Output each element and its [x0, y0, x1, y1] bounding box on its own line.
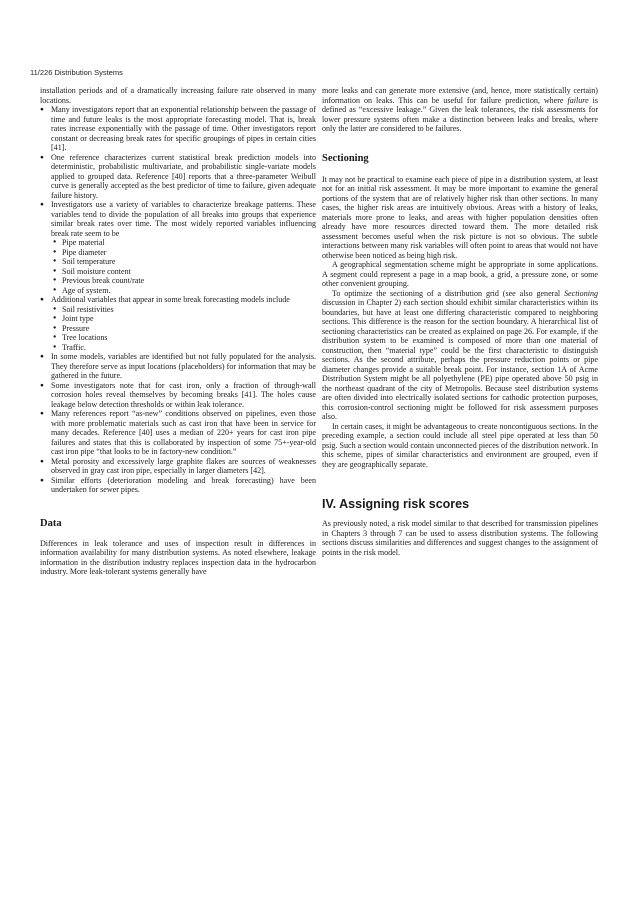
list-item: ● Soil temperature: [51, 257, 316, 267]
list-item: ● Age of system.: [51, 286, 316, 296]
list-item: ● One reference characterizes current statistical break prediction models into deterministic, probabilistic multivariate, and probabilistic single-variate models applied to grouped data. Reference [40] reports that a three-parameter Weibull curve is generally accepted as the best predictor of time to failure, given adequate failure history.: [40, 153, 316, 201]
running-header: 11/226 Distribution Systems: [30, 68, 123, 77]
list-item-text: Additional variables that appear in some break forecasting models include: [51, 295, 290, 304]
text-run: discussion in Chapter 2) each section should exhibit similar characteristics within its boundaries, but have at least one differing characteristic compared to neighboring sections. This difference is the reason for the section boundary. A hierarchical list of sectioning characteristics can be created as explained on page 26. For example, if the distribution system to be examined is composed of more than one material of construction, then “material type” could be the first characteristic to distinguish sections. As the second attribute, perhaps the pressure reduction points or pipe diameter changes provide a suitable break point. For instance, section 1A of Acme Distribution System might be all polyethylene (PE) pipe operated above 50 psig in the northeast quadrant of the city of Metropolis. Because steel distribution systems are often divided into electrically isolated sections for cathodic protection purposes, this corrosion-control sectioning might be followed for risk assessment purposes also.: [322, 298, 598, 421]
list-item-text: Investigators use a variety of variables to characterize breakage patterns. These variables tend to divide the population of all breaks into groups that experience similar break rates over time. The most widely reported variables influencing break rate seem to be: [51, 200, 316, 238]
list-item: ● Many investigators report that an exponential relationship between the passage of time and future leaks is the most appropriate forecasting model. That is, break rates increase exponentially with the passage of time. Other investigators report constant or decreasing break rates for specific groupings of pipes in certain cities [41].: [40, 105, 316, 153]
list-item: ● Joint type: [51, 314, 316, 324]
data-heading: Data: [40, 517, 62, 529]
list-item: ● Soil resistivities: [51, 305, 316, 315]
break-variables-list: [51, 238, 316, 295]
list-item: ● Pipe material: [51, 238, 316, 248]
intro-continuation: installation periods and of a dramatically increasing failure rate observed in many locations.: [40, 86, 316, 105]
leak-info-paragraph: [322, 86, 598, 134]
data-paragraph: Differences in leak tolerance and uses of inspection result in differences in information availability for many distribution systems. As noted elsewhere, leakage information in the distribution industry replaces inspection data in the hydrocarbon industry. More leak-tolerant systems generally have: [40, 538, 316, 576]
sectioning-heading: Sectioning: [322, 152, 369, 164]
list-item: ● Soil moisture content: [51, 267, 316, 277]
forecast-findings-list: [40, 105, 316, 495]
italic-term: failure: [567, 95, 589, 105]
right-column: [322, 86, 598, 557]
list-item: ● Previous break count/rate: [51, 276, 316, 286]
text-run: is defined as “excessive leakage.” Given the leak tolerances, the risk assessments for lower pressure systems often make a distinction between leaks and breaks, where only the latter are considered to be failures.: [322, 95, 598, 133]
assigning-risk-scores-heading: IV. Assigning risk scores: [322, 497, 470, 511]
text-run: To optimize the sectioning of a distribution grid (see also general: [332, 288, 565, 298]
assigning-paragraph: As previously noted, a risk model similar to that described for transmission pipelines in Chapters 3 through 7 can be used to assess distribution systems. The following sections discuss similarities and differences and suggest changes to the assignment of points in the risk model.: [322, 519, 598, 557]
left-column: [40, 86, 316, 577]
text-run: more leaks and can generate more extensive (and, hence, more statistically certain) information on leaks. This can be useful for failure prediction, where: [322, 86, 598, 105]
sectioning-paragraph: In certain cases, it might be advantageous to create noncontiguous sections. In the preceding example, a section could include all steel pipe operated at less than 50 psig. Such a section would contain unconnected pieces of the distribution network. In this scheme, pipes of similar characteristics and environment are grouped, even if they are geographically separate.: [322, 421, 598, 469]
italic-term: Sectioning: [564, 288, 598, 298]
sectioning-paragraph: [322, 289, 598, 422]
list-item: ● Many references report “as-new” conditions observed on pipelines, even those with more problematic materials such as cast iron that have been in service for many decades. Reference [40] uses a median of 220+ years for cast iron pipe failures and states that this is collaborated by inspection of some 75+-year-old cast iron pipe “that looks to be in factory-new condition.”: [40, 409, 316, 457]
list-item: ● Metal porosity and excessively large graphite flakes are sources of weaknesses observed in gray cast iron pipe, especially in larger diameters [42].: [40, 457, 316, 476]
list-item: ● Some investigators note that for cast iron, only a fraction of through-wall corrosion holes reveal themselves by becoming breaks [41]. The holes cause leakage below detection thresholds or within leak tolerance.: [40, 381, 316, 410]
list-item: ● Similar efforts (deterioration modeling and break forecasting) have been undertaken for sewer pipes.: [40, 476, 316, 495]
additional-variables-list: [51, 305, 316, 353]
list-item: ● Pressure: [51, 324, 316, 334]
list-item: ● Traffic.: [51, 343, 316, 353]
list-item: ● In some models, variables are identified but not fully populated for the analysis. They therefore serve as input locations (placeholders) for information that may be gathered in the future.: [40, 352, 316, 381]
sectioning-paragraph: It may not be practical to examine each piece of pipe in a distribution system, at least not for an initial risk assessment. It may be more important to examine the general portions of the system that are of relatively higher risk than other sections. In many cases, the higher risk areas are intuitively obvious. Areas with a history of leaks, materials more prone to leaks, and areas with higher population densities often already have more resources directed toward them. The more detailed risk assessment becomes useful when the risk picture is not so obvious. The subtle interactions between many risk variables will often point to areas that would not have otherwise been noticed as being high risk.: [322, 174, 598, 260]
list-item: ● Pipe diameter: [51, 248, 316, 258]
list-item: ● Tree locations: [51, 333, 316, 343]
sectioning-paragraph: A geographical segmentation scheme might be appropriate in some applications. A segment could represent a page in a map book, a grid, a pressure zone, or some other convenient grouping.: [322, 260, 598, 288]
list-item: [40, 295, 316, 352]
list-item: [40, 200, 316, 295]
